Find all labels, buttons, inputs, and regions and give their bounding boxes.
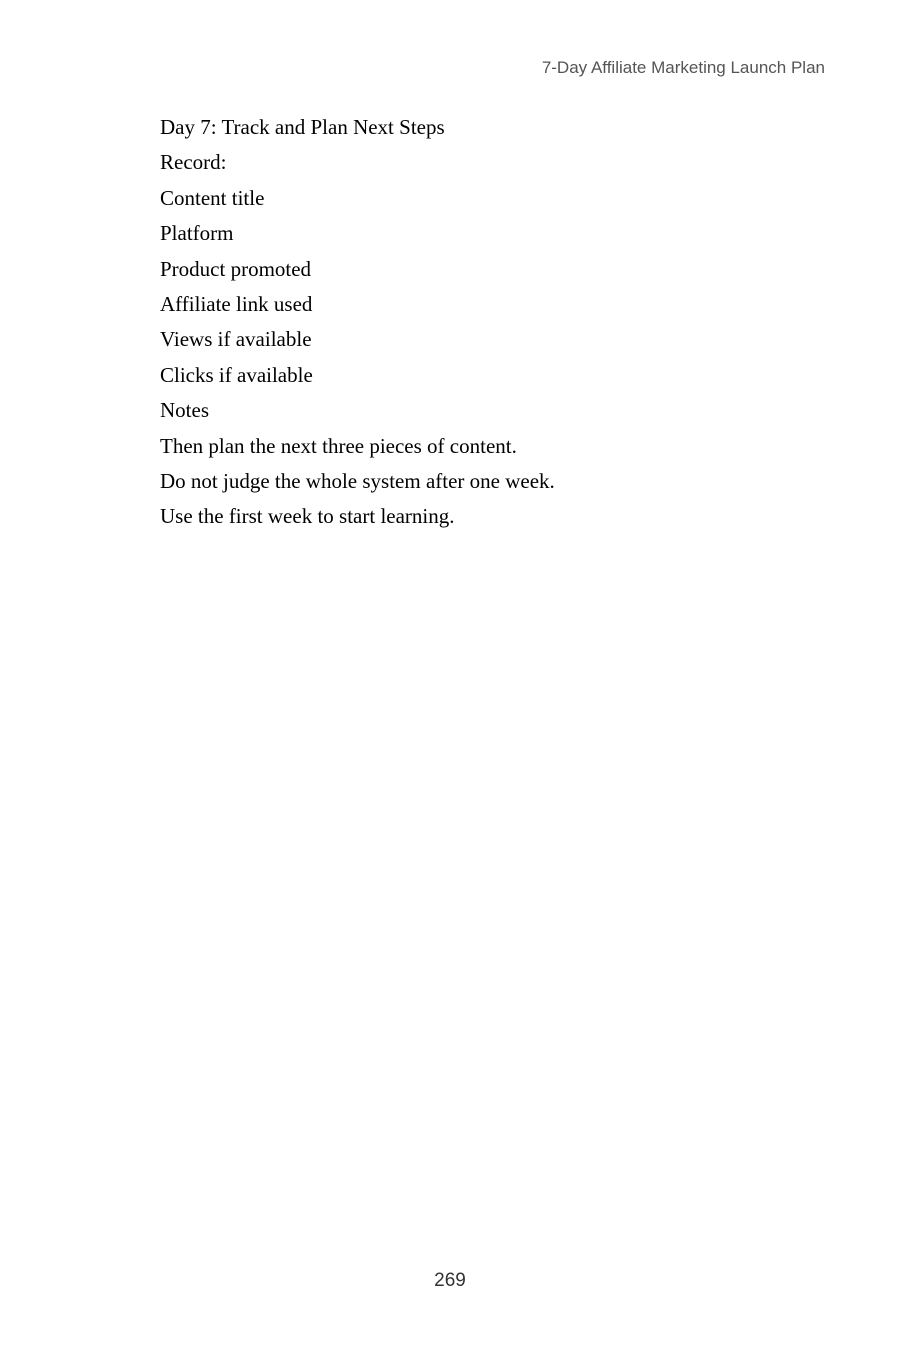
page-body — [160, 112, 825, 537]
record-item-clicks: Clicks if available — [160, 362, 313, 387]
record-item-views: Views if available — [160, 327, 312, 352]
paragraph-line: Use the first week to start learning. — [160, 504, 455, 529]
record-item-platform: Platform — [160, 221, 234, 246]
record-item-affiliate-link: Affiliate link used — [160, 291, 313, 316]
running-header: 7-Day Affiliate Marketing Launch Plan — [541, 58, 825, 77]
record-item-product: Product promoted — [160, 256, 312, 281]
paragraph-line: Then plan the next three pieces of content. — [160, 433, 517, 458]
record-label: Record: — [160, 150, 227, 175]
paragraph-line: Do not judge the whole system after one week. — [160, 468, 555, 493]
page-number: 269 — [434, 1270, 466, 1291]
record-item-content-title: Content title — [160, 185, 265, 210]
section-heading: Day 7: Track and Plan Next Steps — [160, 115, 445, 139]
record-item-notes: Notes — [160, 398, 209, 423]
